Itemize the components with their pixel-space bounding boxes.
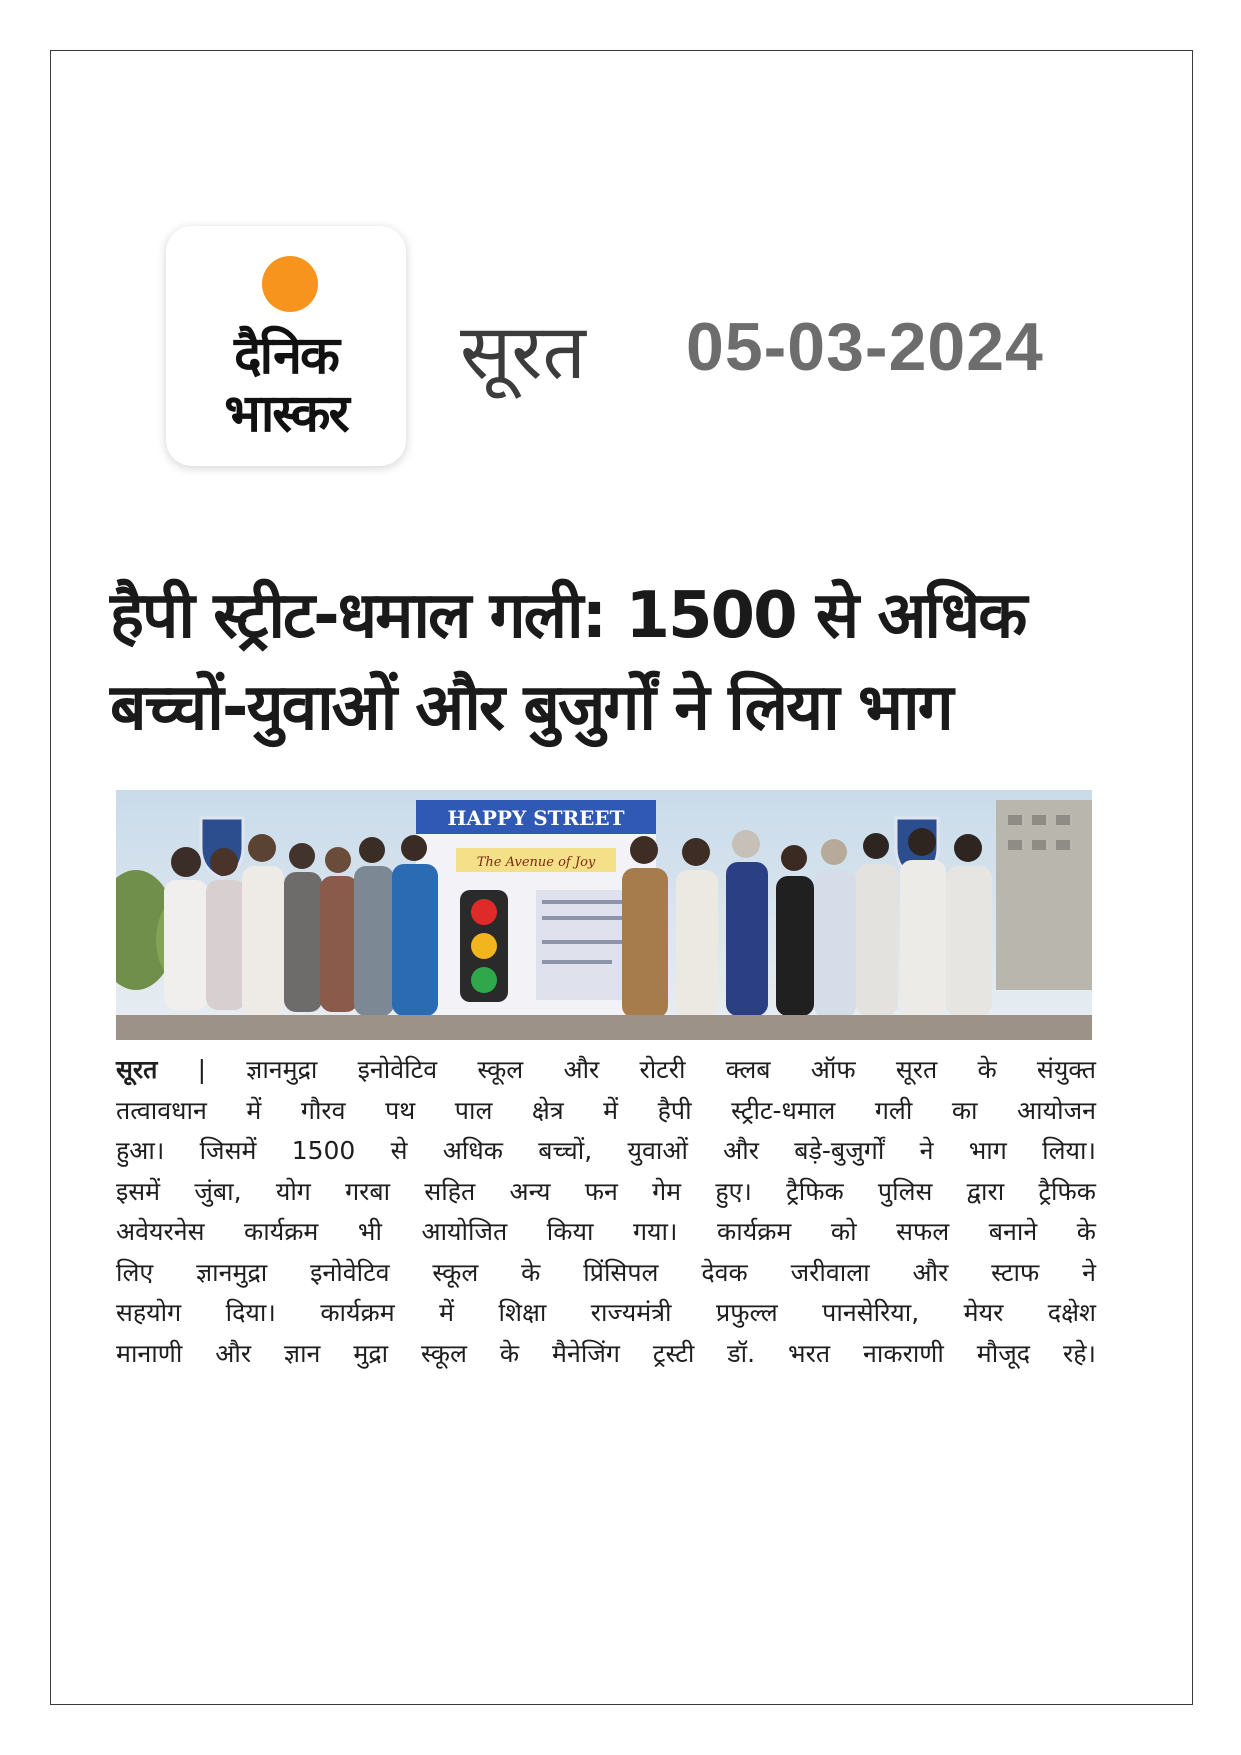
edition-city: सूरत <box>460 307 586 396</box>
article-line: मानाणी और ज्ञान मुद्रा स्कूल के मैनेजिंग ट्रस्टी डॉ. भरत नाकराणी मौजूद रहे। <box>116 1338 1096 1368</box>
dainik-bhaskar-logo <box>166 226 406 466</box>
headline-line-2: बच्चों-युवाओं और बुजुर्गों ने लिया भाग <box>110 671 952 745</box>
logo-line-2: भास्कर <box>224 384 348 444</box>
edition-date: 05-03-2024 <box>686 309 1044 385</box>
article-line: तत्वावधान में गौरव पथ पाल क्षेत्र में हैपी स्ट्रीट-धमाल गली का आयोजन <box>116 1095 1096 1125</box>
article-line: अवेयरनेस कार्यक्रम भी आयोजित किया गया। कार्यक्रम को सफल बनाने के <box>116 1217 1096 1246</box>
sun-icon <box>262 256 318 312</box>
banner-title: HAPPY STREET <box>447 806 625 830</box>
news-photo <box>116 790 1092 1040</box>
logo-line-1: दैनिक <box>234 326 338 386</box>
headline-line-1: हैपी स्ट्रीट-धमाल गली: 1500 से अधिक <box>110 579 1026 653</box>
article-line: सहयोग दिया। कार्यक्रम में शिक्षा राज्यमंत्री प्रफुल्ल पानसेरिया, मेयर दक्षेश <box>116 1298 1096 1327</box>
banner-subtitle: The Avenue of Joy <box>476 855 596 870</box>
article-dateline: सूरत <box>116 1055 158 1084</box>
article-line: सूरत | ज्ञानमुद्रा इनोवेटिव स्कूल और रोटरी क्लब ऑफ सूरत के संयुक्त <box>116 1055 1096 1084</box>
article-body <box>116 1050 1096 1374</box>
dateline-separator: | <box>197 1055 207 1084</box>
headline <box>110 570 1110 754</box>
article-line: हुआ। जिसमें 1500 से अधिक बच्चों, युवाओं और बड़े-बुजुर्गों ने भाग लिया। <box>116 1136 1096 1165</box>
article-line: लिए ज्ञानमुद्रा इनोवेटिव स्कूल के प्रिंसिपल देवक जरीवाला और स्टाफ ने <box>116 1257 1096 1287</box>
article-line: इसमें जुंबा, योग गरबा सहित अन्य फन गेम हुए। ट्रैफिक पुलिस द्वारा ट्रैफिक <box>116 1176 1096 1206</box>
